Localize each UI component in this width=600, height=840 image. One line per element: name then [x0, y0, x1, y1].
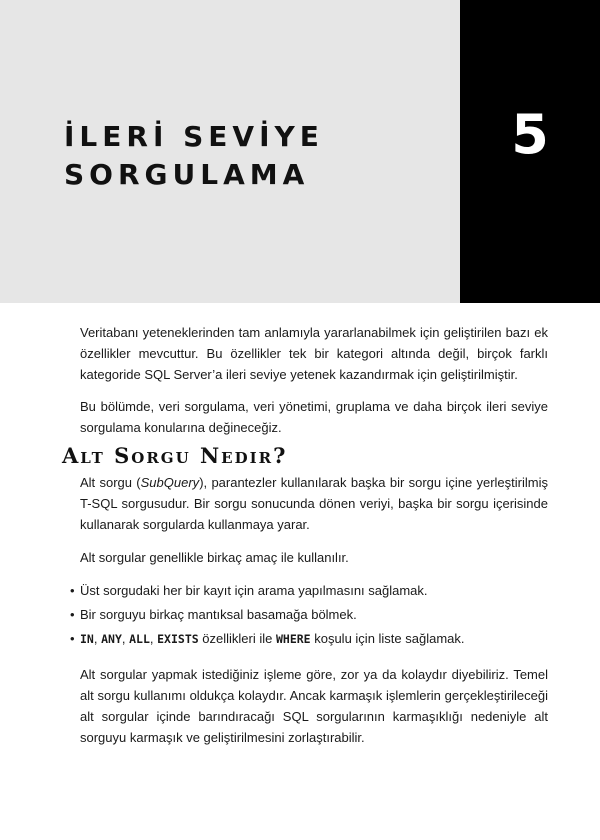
- subquery-term: SubQuery: [140, 475, 200, 490]
- separator: ,: [93, 631, 102, 646]
- purpose-list: [70, 580, 548, 650]
- separator: ,: [121, 631, 130, 646]
- section-paragraph-2: Alt sorgular genellikle birkaç amaç ile kullanılır.: [80, 550, 349, 565]
- separator: ,: [149, 631, 158, 646]
- intro-paragraph-2: Bu bölümde, veri sorgulama, veri yönetimi, gruplama ve daha birçok ileri seviye sorgulama konularına değineceğiz.: [80, 399, 548, 435]
- keyword-any: ANY: [101, 632, 122, 646]
- p1-after: ), parantezler kullanılarak başka bir sorgu içine yerleştirilmiş T-SQL sorgusudur. Bir sorgu sonucunda dönen veriyi, başka bir sorgu içerisinde kullanarak sorgularda kullanmaya yarar.: [80, 475, 548, 532]
- p1-before: Alt sorgu (: [80, 475, 141, 490]
- bullet3-mid: özellikleri ile: [198, 631, 276, 646]
- chapter-title-line-2: SORGULAMA: [64, 158, 310, 191]
- bullet3-end: koşulu için liste sağlamak.: [310, 631, 465, 646]
- keyword-all: ALL: [129, 632, 150, 646]
- keyword-in: IN: [80, 632, 94, 646]
- intro-paragraph-1: Veritabanı yeteneklerinden tam anlamıyla yararlanabilmek için geliştirilen bazı ek özellikler mevcuttur. Bu özellikler tek bir kategori altında değil, birçok farklı kategoride SQL Server’a ileri seviye yetenek kazandırmak için geliştirilmiştir.: [80, 325, 548, 382]
- section-heading: Alt Sorgu Nedir?: [62, 443, 288, 468]
- keyword-exists: EXISTS: [157, 632, 199, 646]
- keyword-where: WHERE: [275, 632, 311, 646]
- intro-text: [80, 322, 548, 449]
- section-paragraph-3: Alt sorgular yapmak istediğiniz işleme göre, zor ya da kolaydır diyebiliriz. Temel alt sorgu kullanımı oldukça kolaydır. Ancak karmaşık işlemlerin gerçekleştirileceği alt sorgular içinde barındıracağı SQL sorgularının karmaşıklığı nedeniyle alt sorguyu karmaşık ve geliştirilmesini zorlaştırabilir.: [80, 667, 548, 745]
- list-item: [70, 628, 548, 650]
- chapter-title-line-1: İLERİ SEVİYE: [64, 120, 324, 153]
- section-body: [80, 472, 548, 760]
- chapter-number: 5: [511, 103, 549, 166]
- section-paragraph-1: [80, 472, 548, 535]
- chapter-number-box: [460, 0, 600, 303]
- list-item: • Üst sorgudaki her bir kayıt için arama yapılmasını sağlamak.: [70, 580, 548, 601]
- chapter-title: [64, 118, 324, 194]
- list-item: • Bir sorguyu birkaç mantıksal basamağa bölmek.: [70, 604, 548, 625]
